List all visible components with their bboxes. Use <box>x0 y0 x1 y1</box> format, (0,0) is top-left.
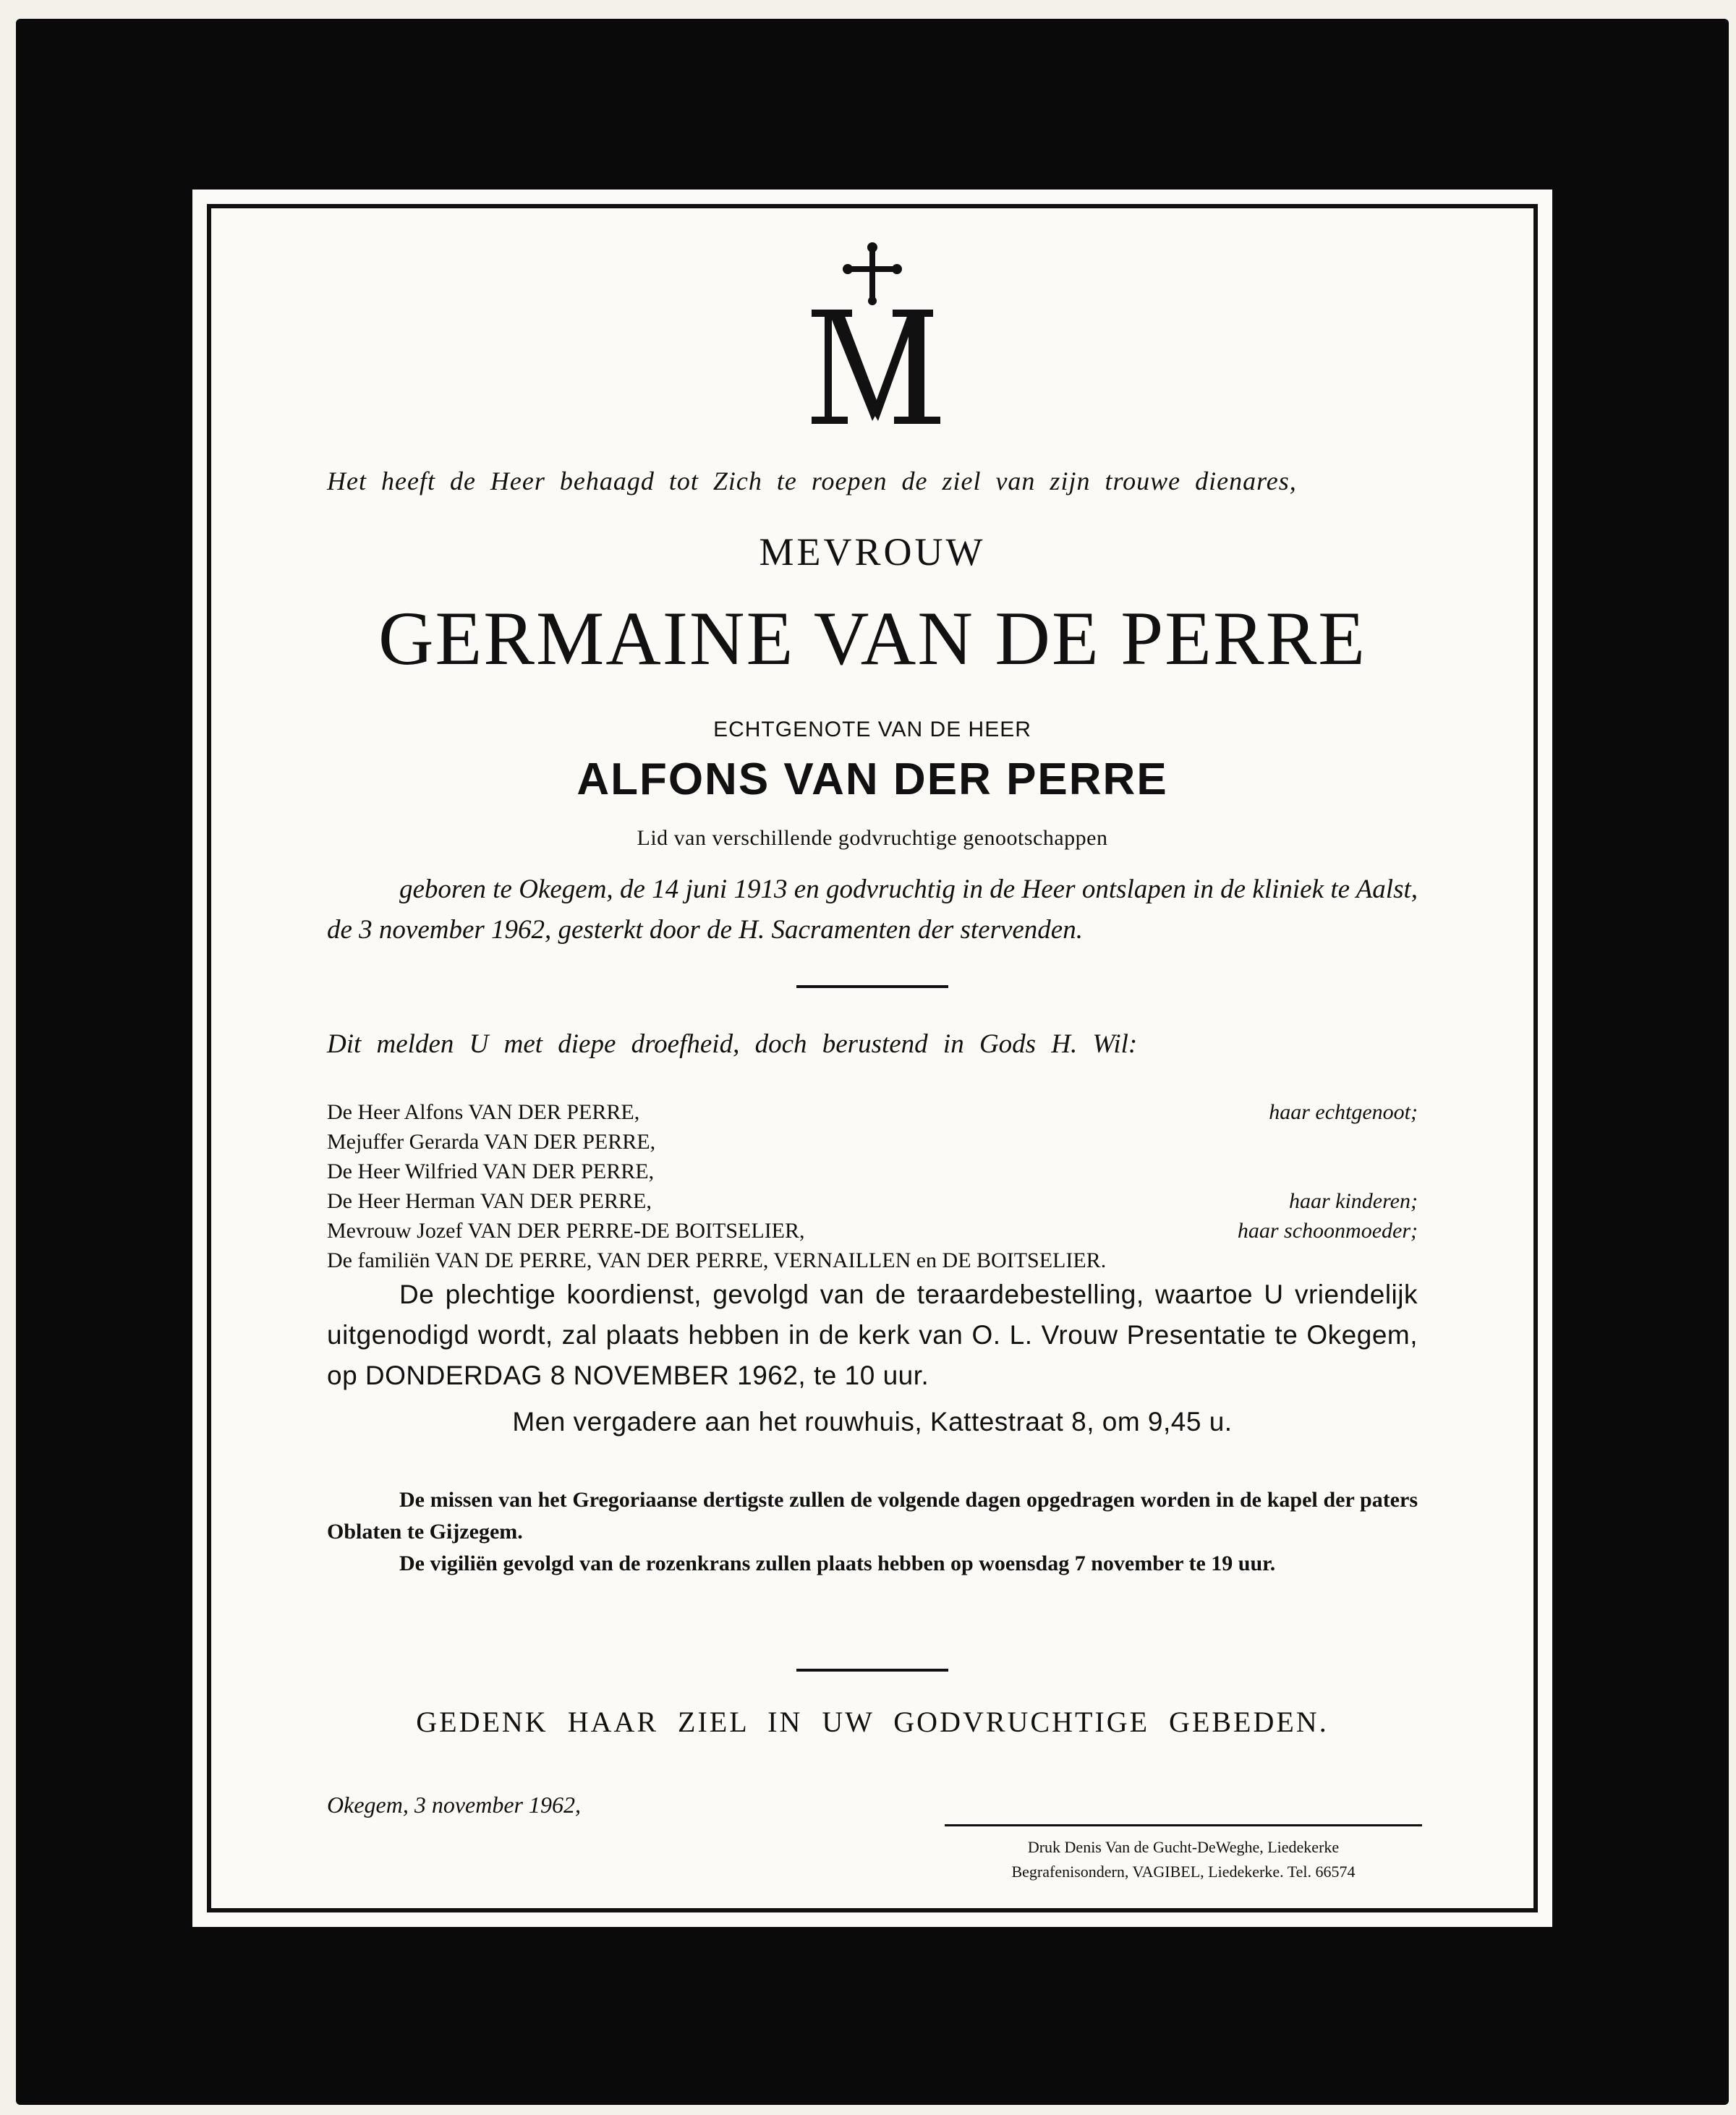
relative-name: Mevrouw Jozef VAN DER PERRE-DE BOITSELIER, <box>327 1219 805 1243</box>
membership-text: Lid van verschillende godvruchtige genootschappen <box>637 826 1108 850</box>
list-item <box>327 1246 1418 1275</box>
relative-role: haar echtgenoot; <box>1269 1100 1418 1124</box>
printer-line: Druk Denis Van de Gucht-DeWeghe, Liedekerke <box>1027 1838 1340 1856</box>
printer-line: Begrafenisondern, VAGIBEL, Liedekerke. Tel. 66574 <box>1011 1863 1356 1881</box>
relative-role: haar kinderen; <box>1288 1189 1418 1213</box>
relative-name: De familiën VAN DE PERRE, VAN DER PERRE, VERNAILLEN en DE BOITSELIER. <box>327 1248 1107 1272</box>
masses-text: De missen van het Gregoriaanse dertigste zullen de volgende dagen opgedragen worden in de kapel der paters Oblaten te Gijzegem. <box>327 1488 1418 1544</box>
deceased-title: MEVROUW <box>759 530 986 574</box>
printer-divider <box>945 1824 1422 1826</box>
gathering-text: Men vergadere aan het rouwhuis, Kattestraat 8, om 9,45 u. <box>512 1407 1233 1437</box>
marian-monogram-icon <box>192 234 1552 433</box>
intro-text: Het heeft de Heer behaagd tot Zich te roepen de ziel van zijn trouwe dienares, <box>327 467 1297 495</box>
list-item <box>327 1186 1418 1216</box>
spouse-label: ECHTGENOTE VAN DE HEER <box>713 718 1031 741</box>
announcement-intro: Dit melden U met diepe droefheid, doch berustend in Gods H. Wil: <box>327 1029 1138 1059</box>
list-item <box>327 1157 1418 1186</box>
memorial-card <box>192 190 1552 1927</box>
vigil-text: De vigiliën gevolgd van de rozenkrans zullen plaats hebben op woensdag 7 november te 19 uur. <box>399 1552 1276 1575</box>
divider <box>796 1669 948 1672</box>
relative-name: De Heer Herman VAN DER PERRE, <box>327 1189 652 1213</box>
relatives-list <box>327 1097 1418 1275</box>
list-item <box>327 1216 1418 1246</box>
list-item <box>327 1127 1418 1157</box>
card-content <box>192 190 1552 1927</box>
birth-death-text: geboren te Okegem, de 14 juni 1913 en godvruchtig in de Heer ontslapen in de kliniek te Aalst, de 3 november 1962, gesterkt door de H. Sacramenten der stervenden. <box>327 874 1418 945</box>
deceased-name: GERMAINE VAN DE PERRE <box>378 596 1367 681</box>
masses-block <box>327 1484 1418 1580</box>
divider <box>796 985 948 988</box>
spouse-name: ALFONS VAN DER PERRE <box>576 754 1168 804</box>
relative-role: haar schoonmoeder; <box>1237 1219 1418 1243</box>
service-text: De plechtige koordienst, gevolgd van de teraardebestelling, waartoe U vriendelijk uitgenodigd wordt, zal plaats hebben in de kerk van O. L. Vrouw Presentatie te Okegem, op DONDERDAG 8 NOVEMBER 1962, te 10 uur. <box>327 1280 1418 1390</box>
list-item <box>327 1097 1418 1127</box>
relative-name: De Heer Alfons VAN DER PERRE, <box>327 1100 640 1124</box>
relative-name: De Heer Wilfried VAN DER PERRE, <box>327 1159 655 1183</box>
place-date: Okegem, 3 november 1962, <box>327 1792 581 1818</box>
remembrance-text: GEDENK HAAR ZIEL IN UW GODVRUCHTIGE GEBEDEN. <box>416 1706 1329 1738</box>
relative-name: Mejuffer Gerarda VAN DER PERRE, <box>327 1130 656 1154</box>
printer-credits <box>959 1835 1408 1884</box>
